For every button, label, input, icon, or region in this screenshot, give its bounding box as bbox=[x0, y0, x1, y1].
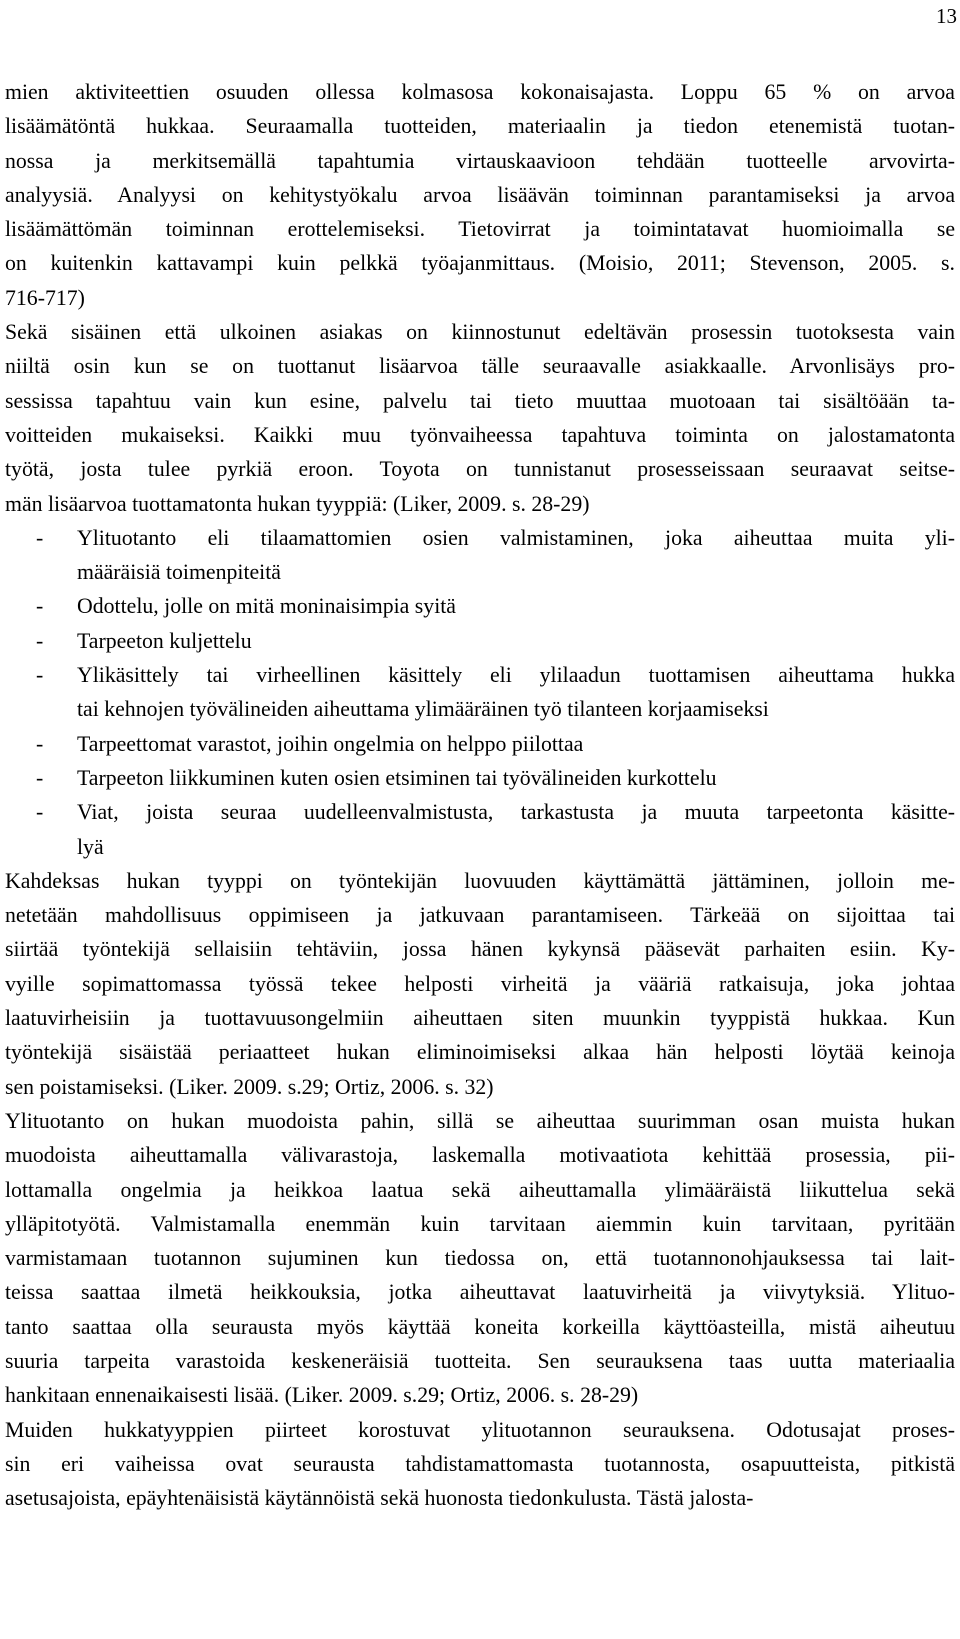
list-item bbox=[5, 761, 955, 795]
list-item-text: Odottelu, jolle on mitä moninaisimpia syitä bbox=[77, 594, 456, 619]
list-item bbox=[5, 624, 955, 658]
text-line: vyille sopimattomassa työssä tekee helposti virheitä ja vääriä ratkaisuja, joka johtaa bbox=[5, 971, 955, 996]
document-body bbox=[5, 75, 955, 1515]
text-line: ylläpitotyötä. Valmistamalla enemmän kuin tarvitaan aiemmin kuin tarvitaan, pyritään bbox=[5, 1211, 955, 1236]
list-item bbox=[5, 727, 955, 761]
list-item bbox=[5, 521, 955, 590]
list-item bbox=[5, 795, 955, 864]
text-line: 716-717) bbox=[5, 285, 85, 310]
text-line: muodoista aiheuttamalla välivarastoja, laskemalla motivaatiota kehittää prosessia, pii- bbox=[5, 1143, 955, 1168]
text-line: sen poistamiseksi. (Liker. 2009. s.29; Ortiz, 2006. s. 32) bbox=[5, 1074, 494, 1099]
list-item bbox=[5, 658, 955, 727]
text-line: voitteiden mukaiseksi. Kaikki muu työnvaiheessa tapahtuva toiminta on jalostamatonta bbox=[5, 422, 955, 447]
list-item-text: Tarpeeton liikkuminen kuten osien etsiminen tai työvälineiden kurkottelu bbox=[77, 765, 717, 790]
page-number: 13 bbox=[936, 4, 957, 28]
list-item-text: tai kehnojen työvälineiden aiheuttama ylimääräinen työ tilanteen korjaamiseksi bbox=[77, 697, 769, 722]
text-line: siirtää työntekijä sellaisiin tehtäviin, jossa hänen kykynsä pääsevät parhaiten esiin. Ky- bbox=[5, 937, 955, 962]
list-item-text: määräisiä toimenpiteitä bbox=[77, 560, 281, 585]
paragraph bbox=[5, 1104, 955, 1413]
list-dash: - bbox=[36, 628, 44, 653]
text-line: män lisäarvoa tuottamatonta hukan tyyppiä: (Liker, 2009. s. 28-29) bbox=[5, 491, 590, 516]
text-line: Sekä sisäinen että ulkoinen asiakas on kiinnostunut edeltävän prosessin tuotoksesta vain bbox=[5, 320, 955, 345]
text-line: lisäämätöntä hukkaa. Seuraamalla tuotteiden, materiaalin ja tiedon etenemistä tuotan- bbox=[5, 114, 955, 139]
list-item-text: Viat, joista seuraa uudelleenvalmistusta, tarkastusta ja muuta tarpeetonta käsitte- bbox=[77, 800, 955, 825]
text-line: hankitaan ennenaikaisesti lisää. (Liker. 2009. s.29; Ortiz, 2006. s. 28-29) bbox=[5, 1383, 639, 1408]
paragraph bbox=[5, 75, 955, 315]
text-line: nossa ja merkitsemällä tapahtumia virtauskaavioon tehdään tuotteelle arvovirta- bbox=[5, 148, 955, 173]
paragraph bbox=[5, 315, 955, 521]
text-line: työtä, josta tulee pyrkiä eroon. Toyota on tunnistanut prosesseissaan seuraavat seitse- bbox=[5, 457, 955, 482]
list-dash: - bbox=[36, 731, 44, 756]
list-dash: - bbox=[36, 594, 44, 619]
list-item-text: lyä bbox=[77, 834, 104, 859]
text-line: työntekijä sisäistää periaatteet hukan eliminoimiseksi alkaa hän helposti löytää keinoja bbox=[5, 1040, 955, 1065]
text-line: netetään mahdollisuus oppimiseen ja jatkuvaan parantamiseen. Tärkeää on sijoittaa tai bbox=[5, 903, 955, 928]
text-line: teissa saattaa ilmetä heikkouksia, jotka aiheuttavat laatuvirheitä ja viivytyksiä. Ylituo- bbox=[5, 1280, 955, 1305]
text-line: Muiden hukkatyyppien piirteet korostuvat ylituotannon seurauksena. Odotusajat proses- bbox=[5, 1417, 955, 1442]
paragraph bbox=[5, 864, 955, 1104]
list-dash: - bbox=[36, 525, 44, 550]
text-line: on kuitenkin kattavampi kuin pelkkä työajanmittaus. (Moisio, 2011; Stevenson, 2005. s. bbox=[5, 251, 955, 276]
text-line: lisäämättömän toiminnan erottelemiseksi. Tietovirrat ja toimintatavat huomioimalla se bbox=[5, 217, 955, 242]
list-item-text: Ylituotanto eli tilaamattomien osien valmistaminen, joka aiheuttaa muita yli- bbox=[77, 525, 955, 550]
text-line: sessissa tapahtuu vain kun esine, palvelu tai tieto muuttaa muotoaan tai sisältöään ta- bbox=[5, 388, 955, 413]
list-item-text: Tarpeettomat varastot, joihin ongelmia on helppo piilottaa bbox=[77, 731, 584, 756]
text-line: sin eri vaiheissa ovat seurausta tahdistamattomasta tuotannosta, osapuutteista, pitkistä bbox=[5, 1451, 955, 1476]
text-line: asetusajoista, epäyhtenäisistä käytännöistä sekä huonosta tiedonkulusta. Tästä jalosta- bbox=[5, 1486, 754, 1511]
text-line: Ylituotanto on hukan muodoista pahin, sillä se aiheuttaa suurimman osan muista hukan bbox=[5, 1108, 955, 1133]
list-dash: - bbox=[36, 800, 44, 825]
text-line: mien aktiviteettien osuuden ollessa kolmasosa kokonaisajasta. Loppu 65 % on arvoa bbox=[5, 80, 955, 104]
list-item-text: Ylikäsittely tai virheellinen käsittely eli ylilaadun tuottamisen aiheuttama hukka bbox=[77, 663, 955, 688]
text-line: analyysiä. Analyysi on kehitystyökalu arvoa lisäävän toiminnan parantamiseksi ja arvoa bbox=[5, 182, 955, 207]
text-line: laatuvirheisiin ja tuottavuusongelmiin aiheuttaen siten muunkin tyyppistä hukkaa. Kun bbox=[5, 1006, 955, 1031]
text-line: lottamalla ongelmia ja heikkoa laatua sekä aiheuttamalla ylimääräistä liikuttelua sekä bbox=[5, 1177, 955, 1202]
text-line: varmistamaan tuotannon sujuminen kun tiedossa on, että tuotannonohjauksessa tai lait- bbox=[5, 1246, 955, 1271]
list-dash: - bbox=[36, 663, 44, 688]
list-dash: - bbox=[36, 765, 44, 790]
list-item bbox=[5, 589, 955, 623]
paragraph bbox=[5, 1413, 955, 1516]
text-line: tanto saattaa olla seurausta myös käyttää koneita korkeilla käyttöasteilla, mistä aiheutuu bbox=[5, 1314, 955, 1339]
text-line: Kahdeksas hukan tyyppi on työntekijän luovuuden käyttämättä jättäminen, jolloin me- bbox=[5, 868, 955, 893]
list-item-text: Tarpeeton kuljettelu bbox=[77, 628, 252, 653]
text-line: niiltä osin kun se on tuottanut lisäarvoa tälle seuraavalle asiakkaalle. Arvonlisäys pro- bbox=[5, 354, 955, 379]
waste-types-list bbox=[5, 521, 955, 864]
text-line: suuria tarpeita varastoida keskeneräisiä tuotteita. Sen seurauksena taas uutta materiaalia bbox=[5, 1348, 955, 1373]
